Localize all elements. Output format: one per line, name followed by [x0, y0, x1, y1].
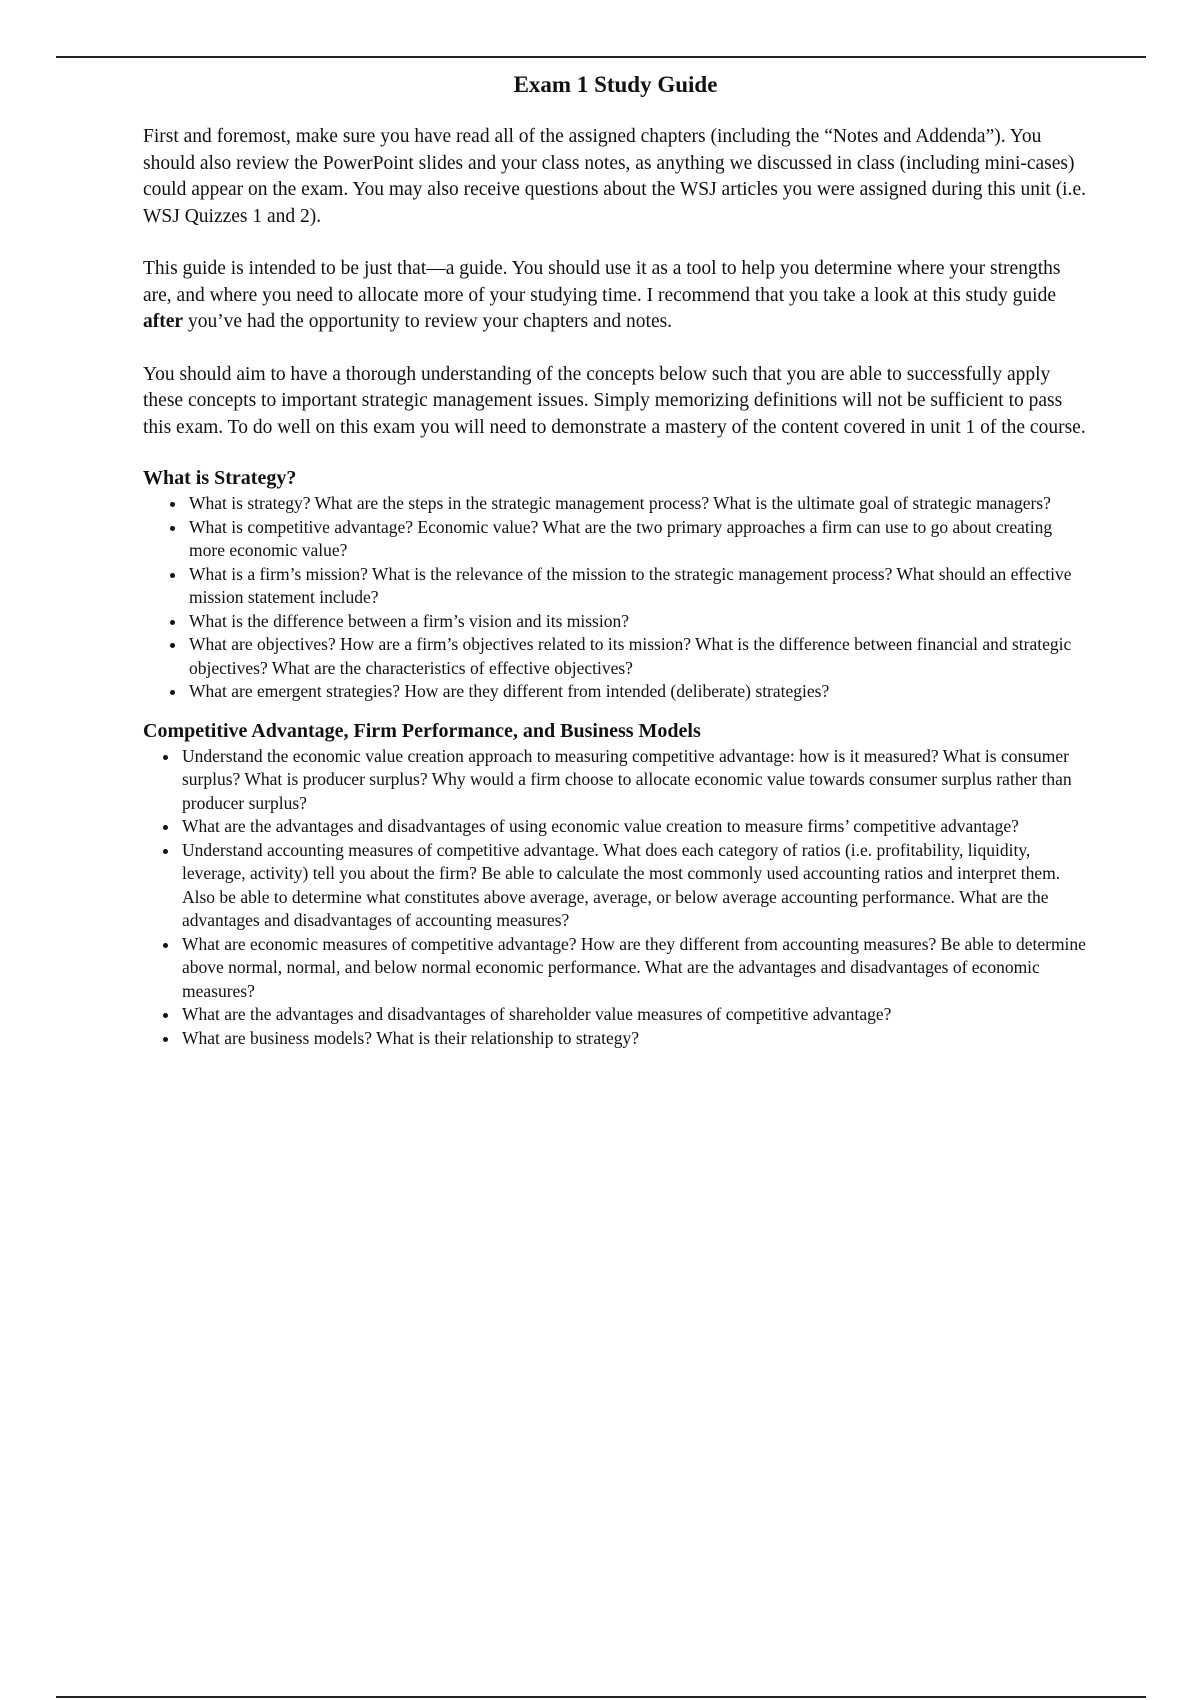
- list-item: • What are economic measures of competitive advantage? How are they different from accounting measures? Be able to determine above normal, normal, and below normal economic performance. What are the advantages and disadvantages of economic measures?: [180, 933, 1088, 1004]
- list-item: • What is strategy? What are the steps in the strategic management process? What is the ultimate goal of strategic managers?: [187, 492, 1088, 516]
- list-item: • What is the difference between a firm’s vision and its mission?: [187, 610, 1088, 634]
- list-item: • What are the advantages and disadvantages of shareholder value measures of competitive advantage?: [180, 1003, 1088, 1027]
- intro-paragraph-2-text-a: This guide is intended to be just that—a guide. You should use it as a tool to help you determine where your strengths are, and where you need to allocate more of your studying time. I recommend that you take a look at this study guide: [143, 258, 1061, 306]
- list-item: • Understand the economic value creation approach to measuring competitive advantage: how is it measured? What is consumer surplus? What is producer surplus? Why would a firm choose to allocate economic value towards consumer surplus rather than producer surplus?: [180, 745, 1088, 816]
- list-item: • What are the advantages and disadvantages of using economic value creation to measure firms’ competitive advantage?: [180, 815, 1088, 839]
- intro-paragraph-2: [143, 256, 1088, 336]
- document-page: [143, 70, 1088, 1050]
- list-item: • What are objectives? How are a firm’s objectives related to its mission? What is the difference between financial and strategic objectives? What are the characteristics of effective objectives?: [187, 633, 1088, 680]
- document-title: Exam 1 Study Guide: [513, 72, 718, 97]
- intro-paragraph-2-emphasis: after: [143, 311, 184, 332]
- section-heading-strategy: What is Strategy?: [143, 467, 297, 489]
- footer-rule: [56, 1696, 1146, 1698]
- list-item: • What are business models? What is their relationship to strategy?: [180, 1027, 1088, 1051]
- section-list-strategy: [143, 492, 1088, 704]
- section-list-competitive-advantage: [143, 745, 1088, 1051]
- list-item: • What is competitive advantage? Economic value? What are the two primary approaches a firm can use to go about creating more economic value?: [187, 516, 1088, 563]
- list-item: • Understand accounting measures of competitive advantage. What does each category of ratios (i.e. profitability, liquidity, leverage, activity) tell you about the firm? Be able to calculate the most commonly used accounting ratios and interpret them. Also be able to determine what constitutes above average, average, or below average accounting performance. What are the advantages and disadvantages of accounting measures?: [180, 839, 1088, 933]
- intro-paragraph-1: First and foremost, make sure you have read all of the assigned chapters (including the “Notes and Addenda”). You should also review the PowerPoint slides and your class notes, as anything we discussed in class (including mini-cases) could appear on the exam. You may also receive questions about the WSJ articles you were assigned during this unit (i.e. WSJ Quizzes 1 and 2).: [143, 126, 1087, 227]
- list-item: • What is a firm’s mission? What is the relevance of the mission to the strategic management process? What should an effective mission statement include?: [187, 563, 1088, 610]
- header-rule: [56, 56, 1146, 58]
- intro-paragraph-2-text-b: you’ve had the opportunity to review your chapters and notes.: [183, 311, 673, 332]
- intro-paragraph-3: You should aim to have a thorough understanding of the concepts below such that you are able to successfully apply these concepts to important strategic management issues. Simply memorizing definitions will not be sufficient to pass this exam. To do well on this exam you will need to demonstrate a mastery of the content covered in unit 1 of the course.: [143, 363, 1086, 438]
- section-heading-competitive-advantage: Competitive Advantage, Firm Performance, and Business Models: [143, 719, 701, 742]
- list-item: • What are emergent strategies? How are they different from intended (deliberate) strategies?: [187, 680, 1088, 704]
